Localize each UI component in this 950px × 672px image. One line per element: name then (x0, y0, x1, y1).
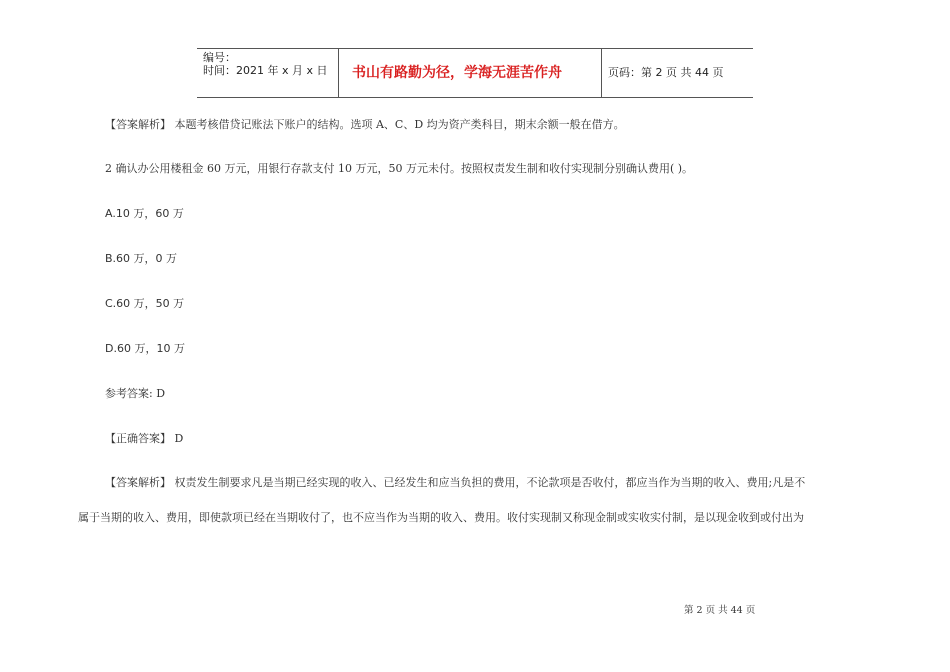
answer-explanation-2-line-2: 属于当期的收入、费用，即使款项已经在当期收付了，也不应当作为当期的收入、费用。收付实现制又称现金制或实收实付制，是以现金收到或付出为 (78, 511, 804, 524)
header-divider-left (338, 49, 339, 97)
option-b: B.60 万，0 万 (105, 252, 178, 265)
header-page-info: 页码：第 2 页 共 44 页 (608, 66, 724, 79)
time-label: 时间：2021 年 x 月 x 日 (203, 64, 328, 77)
header-left-cell (203, 51, 337, 95)
option-c: C.60 万，50 万 (105, 297, 185, 310)
question-text: 2 确认办公用楼租金 60 万元，用银行存款支付 10 万元，50 万元未付。按照权责发生制和收付实现制分别确认费用( )。 (105, 162, 694, 175)
header-divider-right (601, 49, 602, 97)
reference-answer: 参考答案: D (105, 387, 166, 400)
option-d: D.60 万，10 万 (105, 342, 185, 355)
option-a: A.10 万，60 万 (105, 207, 184, 220)
header-table (197, 48, 753, 98)
header-motto: 书山有路勤为径，学海无涯苦作舟 (352, 65, 562, 81)
correct-answer: 【正确答案】 D (105, 432, 184, 445)
number-label: 编号： (203, 51, 236, 64)
page-footer: 第 2 页 共 44 页 (684, 605, 756, 616)
answer-explanation-1: 【答案解析】 本题考核借贷记账法下账户的结构。选项 A、C、D 均为资产类科目，期末余额一般在借方。 (105, 118, 625, 131)
answer-explanation-2-line-1: 【答案解析】 权责发生制要求凡是当期已经实现的收入、已经发生和应当负担的费用，不论款项是否收付，都应当作为当期的收入、费用;凡是不 (105, 476, 806, 489)
